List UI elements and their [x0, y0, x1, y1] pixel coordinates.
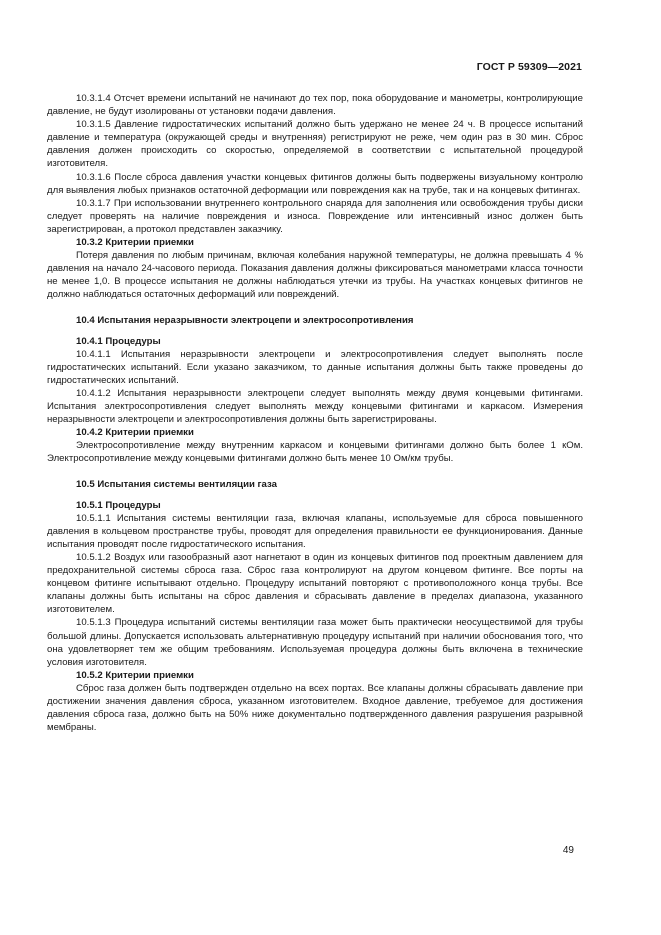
heading-10-5: 10.5 Испытания системы вентиляции газа: [76, 478, 277, 490]
paragraph-10-4-1-2: 10.4.1.2 Испытания неразрывности электроцепи следует выполнять между двумя концевыми фитингами. Испытания электросопротивления следует выполнять между концевыми фитингами и каркасом. Измерения неразрывности электроцепи и электросопротивления должны быть зарегистрированы.: [47, 387, 583, 426]
paragraph-10-5-1-1: 10.5.1.1 Испытания системы вентиляции газа, включая клапаны, используемые для сброса повышенного давления в кольцевом пространстве трубы, проводят для определения правильности ее функционирования. Данные испытания проводят после гидростатического испытания.: [47, 512, 583, 550]
paragraph-10-3-1-7: 10.3.1.7 При использовании внутреннего контрольного снаряда для заполнения или освобождения трубы диски следует проверять на наличие повреждения и износа. Повреждение или интенсивный износ должен быть зарегистрирован, а протокол представлен заказчику.: [47, 197, 583, 235]
heading-10-4: 10.4 Испытания неразрывности электроцепи и электросопротивления: [76, 314, 414, 326]
paragraph-10-3-2: Потеря давления по любым причинам, включая колебания наружной температуры, не должна превышать 4 % давления на начало 24-часового периода. Показания давления должны фиксироваться манометрами класса точности не менее 1,0. В процессе испытания не должны наблюдаться утечки из трубы. На участках концевых фитингов не должно наблюдаться остаточных деформаций или повреждений.: [47, 250, 583, 301]
paragraph-10-3-1-5: 10.3.1.5 Давление гидростатических испытаний должно быть удержано не менее 24 ч. В процессе испытаний давление и температура (окружающей среды и внутренняя) регистрируют не реже, чем один раз в 30 мин. Сброс давления должен происходить со скоростью, определяемой в соответствии с испытательной процедурой изготовителя.: [47, 119, 583, 170]
paragraph-10-5-1-2: 10.5.1.2 Воздух или газообразный азот нагнетают в один из концевых фитингов под проектным давлением для предохранительной системы сброса газа. Сброс газа контролируют на другом концевом фитинге. Все порты на концевом фитинге испытывают отдельно. Процедуру испытаний повторяют с противоположного конца трубы. Все клапаны должны быть испытаны на сброс давления и сбрасывать давление в пределах диапазона, указанного изготовителем.: [47, 552, 583, 616]
paragraph-10-3-1-4: 10.3.1.4 Отсчет времени испытаний не начинают до тех пор, пока оборудование и манометры, контролирующие давление, не будут изолированы от установки подачи давления.: [47, 93, 583, 118]
paragraph-10-4-1-1: 10.4.1.1 Испытания неразрывности электроцепи и электросопротивления следует выполнять после гидростатических испытаний. Если указано заказчиком, то данные испытания должны быть также проведены до гидростатических испытаний.: [47, 348, 583, 386]
standard-header: ГОСТ Р 59309—2021: [476, 61, 582, 73]
heading-10-3-2: 10.3.2 Критерии приемки: [76, 237, 194, 249]
paragraph-10-3-1-6: 10.3.1.6 После сброса давления участки концевых фитингов должны быть подвержены визуальному контролю для выявления любых признаков остаточной деформации или повреждения как на трубе, так и на концевых фитингах.: [47, 171, 583, 196]
heading-10-4-2: 10.4.2 Критерии приемки: [76, 427, 194, 439]
heading-10-5-1: 10.5.1 Процедуры: [76, 499, 161, 511]
paragraph-10-4-2: Электросопротивление между внутренним каркасом и концевыми фитингами должно быть более 1 кОм. Электросопротивление между концевыми фитингами должно быть менее 10 Ом/км трубы.: [47, 440, 583, 465]
page-number: 49: [562, 845, 574, 856]
document-body: [47, 92, 583, 734]
paragraph-10-5-2: Сброс газа должен быть подтвержден отдельно на всех портах. Все клапаны должны сбрасывать давление при достижении значения давления сброса, указанном изготовителем. Входное давление, требуемое для достижения давления сброса газа, должно быть на 50% ниже документально подтвержденного давления разрушения разрывной мембраны.: [47, 682, 583, 734]
heading-10-5-2: 10.5.2 Критерии приемки: [76, 669, 194, 681]
paragraph-10-5-1-3: 10.5.1.3 Процедура испытаний системы вентиляции газа может быть практически неосуществимой для трубы большой длины. Допускается использовать альтернативную процедуру испытаний при наличии обоснования того, что она удовлетворяет тем же общим требованиям. Используемая процедура должны быть включена в технические условия изготовителя.: [47, 617, 583, 668]
heading-10-4-1: 10.4.1 Процедуры: [76, 335, 161, 347]
